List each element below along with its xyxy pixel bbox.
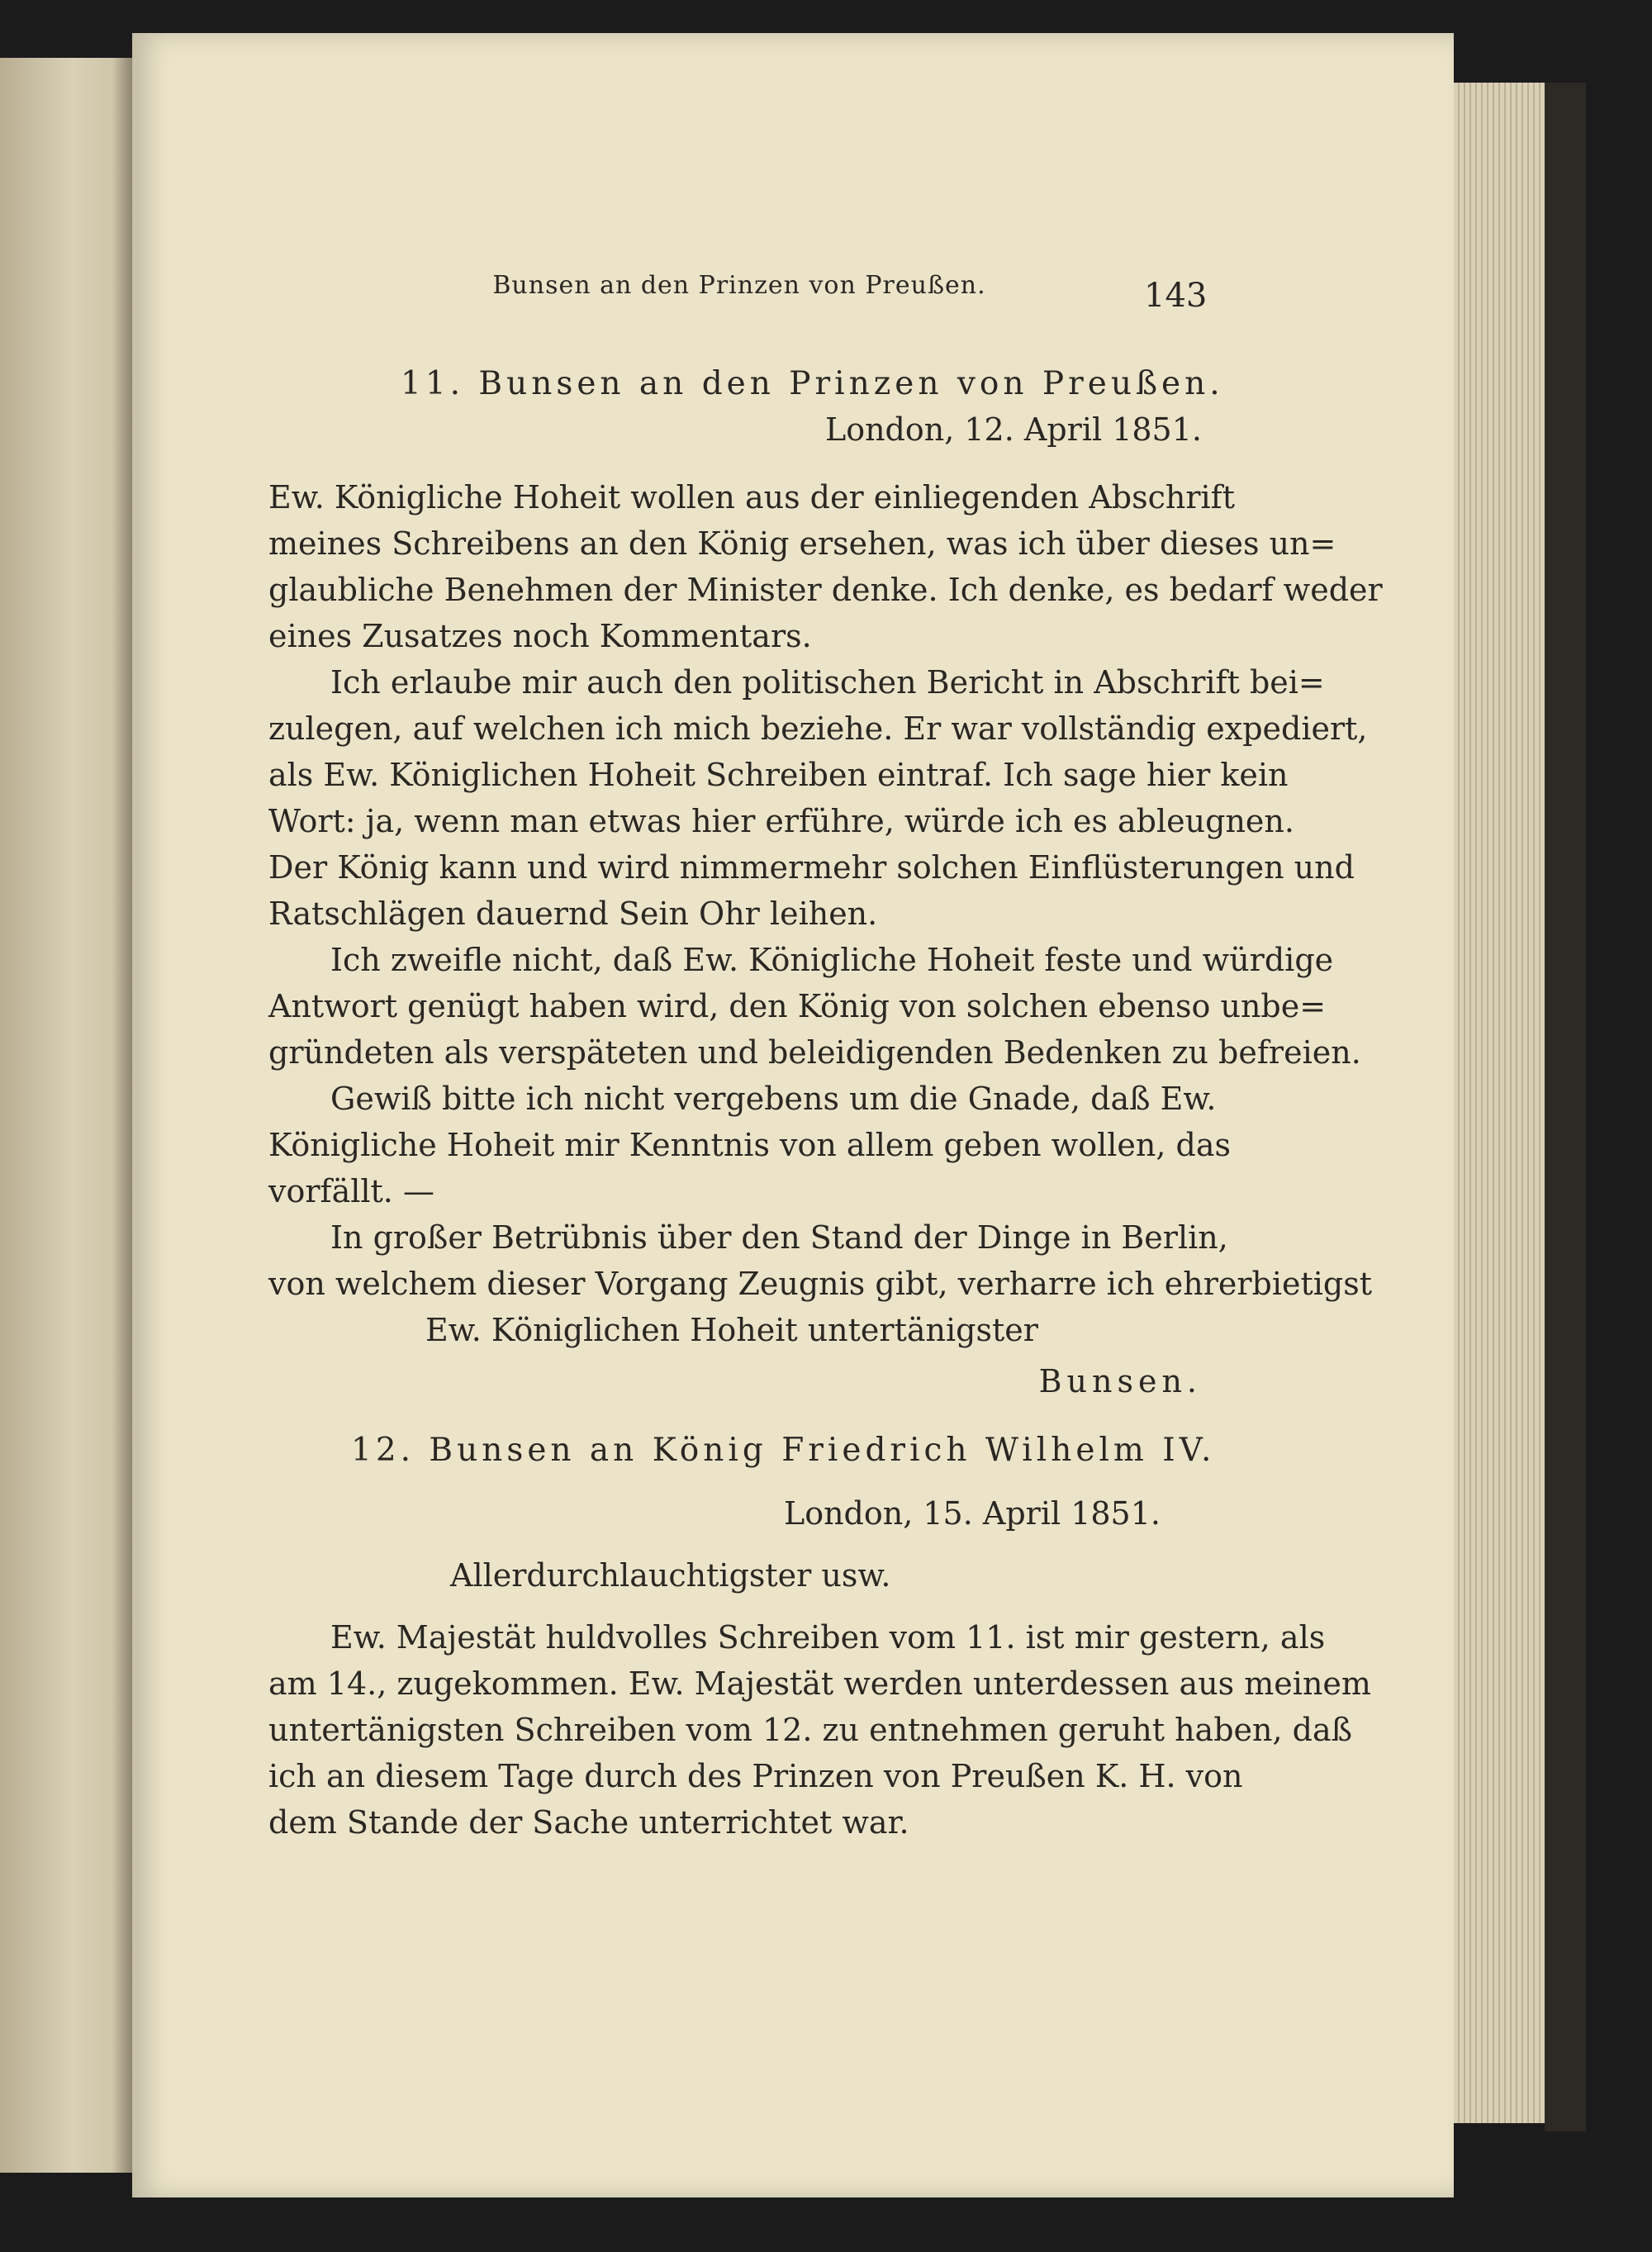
text-line: als Ew. Königlichen Hoheit Schreiben eintraf. Ich sage hier kein bbox=[268, 757, 1289, 793]
letter-12-heading: 12. Bunsen an König Friedrich Wilhelm IV. bbox=[351, 1432, 1216, 1469]
page-number: 143 bbox=[1144, 277, 1208, 315]
text-line: Ew. Königliche Hoheit wollen aus der einliegenden Abschrift bbox=[268, 479, 1235, 515]
text-line: zulegen, auf welchen ich mich beziehe. Er war vollständig expediert, bbox=[268, 710, 1368, 747]
text-line: Königliche Hoheit mir Kenntnis von allem geben wollen, das bbox=[268, 1127, 1231, 1163]
text-line: eines Zusatzes noch Kommentars. bbox=[268, 618, 812, 654]
letter-11-heading: 11. Bunsen an den Prinzen von Preußen. bbox=[401, 365, 1224, 402]
text-line: Ew. Königlichen Hoheit untertänigster bbox=[425, 1312, 1038, 1348]
text-line: Wort: ja, wenn man etwas hier erführe, würde ich es ableugnen. bbox=[268, 803, 1294, 839]
letter-11-signature: Bunsen. bbox=[1038, 1363, 1202, 1399]
text-line: Gewiß bitte ich nicht vergebens um die Gnade, daß Ew. bbox=[330, 1081, 1217, 1117]
text-line: ich an diesem Tage durch des Prinzen von Preußen K. H. von bbox=[268, 1758, 1243, 1794]
letter-12-dateline: London, 15. April 1851. bbox=[783, 1495, 1161, 1532]
text-line: Ratschlägen dauernd Sein Ohr leihen. bbox=[268, 896, 878, 932]
text-line: vorfällt. — bbox=[268, 1173, 434, 1209]
text-line: glaubliche Benehmen der Minister denke. Ich denke, es bedarf weder bbox=[268, 572, 1383, 608]
text-line: Ew. Majestät huldvolles Schreiben vom 11. ist mir gestern, als bbox=[330, 1619, 1326, 1656]
text-line: von welchem dieser Vorgang Zeugnis gibt, verharre ich ehrerbietigst bbox=[268, 1266, 1373, 1302]
letter-11-dateline: London, 12. April 1851. bbox=[824, 411, 1202, 448]
text-line: Antwort genügt haben wird, den König von solchen ebenso unbe= bbox=[268, 988, 1327, 1024]
running-head: Bunsen an den Prinzen von Preußen. bbox=[492, 271, 986, 300]
text-line: In großer Betrübnis über den Stand der Dinge in Berlin, bbox=[330, 1219, 1228, 1256]
text-line: meines Schreibens an den König ersehen, was ich über dieses un= bbox=[268, 525, 1336, 562]
letter-12-salutation: Allerdurchlauchtigster usw. bbox=[450, 1557, 891, 1594]
text-line: dem Stande der Sache unterrichtet war. bbox=[268, 1804, 909, 1841]
text-line: Ich zweifle nicht, daß Ew. Königliche Hoheit feste und würdige bbox=[330, 942, 1334, 978]
text-line: Ich erlaube mir auch den politischen Bericht in Abschrift bei= bbox=[330, 664, 1325, 701]
text-line: untertänigsten Schreiben vom 12. zu entnehmen geruht haben, daß bbox=[268, 1712, 1353, 1748]
text-line: Der König kann und wird nimmermehr solchen Einflüsterungen und bbox=[268, 849, 1355, 886]
text-line: am 14., zugekommen. Ew. Majestät werden unterdessen aus meinem bbox=[268, 1665, 1371, 1702]
text-line: gründeten als verspäteten und beleidigenden Bedenken zu befreien. bbox=[268, 1034, 1361, 1071]
